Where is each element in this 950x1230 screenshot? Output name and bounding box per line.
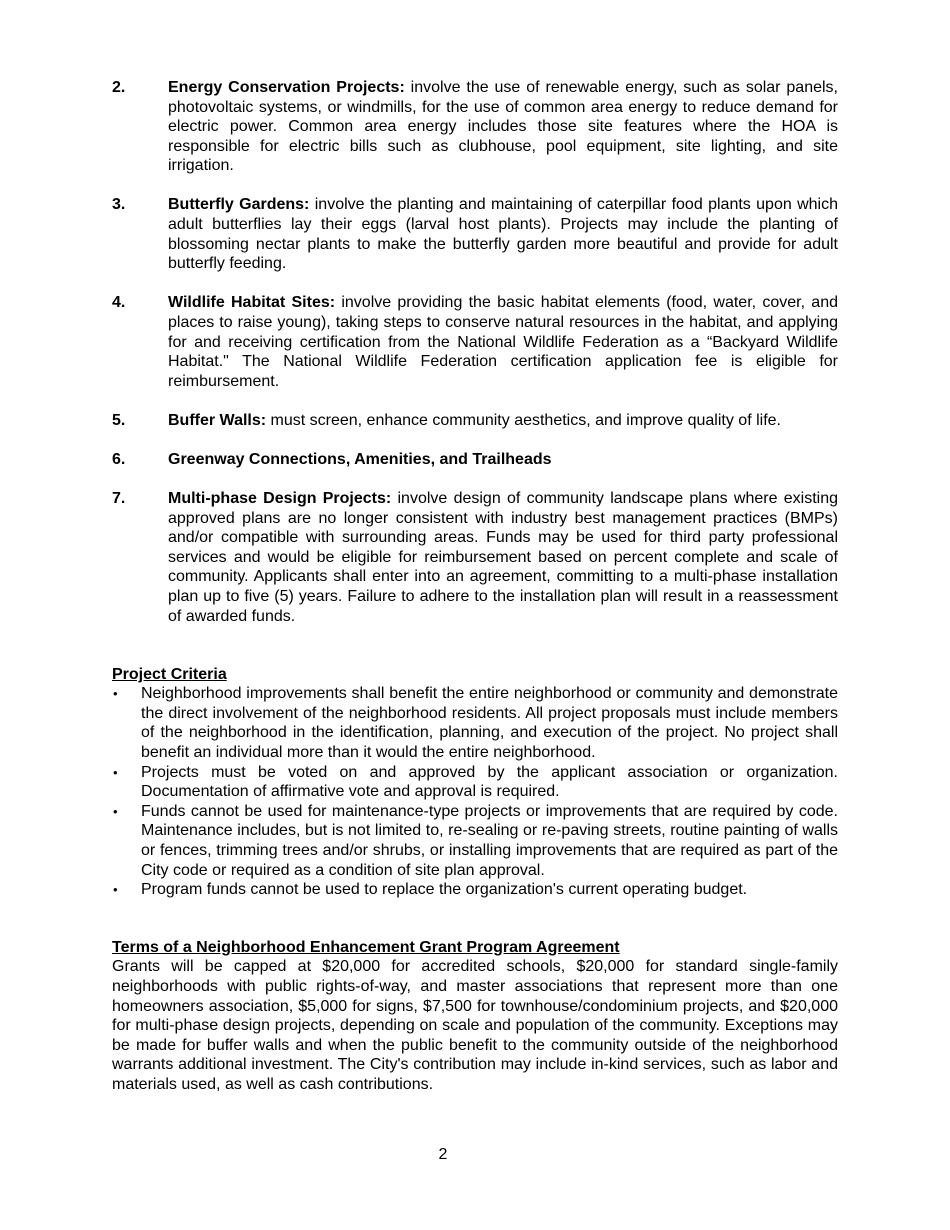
item-text: involve the planting and maintaining of caterpillar food plants upon which adult butterflies lay their eggs (larval host plants). Projects may include the planting of blossoming nectar plants to make the butterfly garden more beautiful and provide for adult butterfly feeding. [168, 196, 838, 273]
item-number: 5. [112, 411, 126, 429]
terms-heading: Terms of a Neighborhood Enhancement Grant Program Agreement [112, 938, 620, 956]
list-item-butterfly-gardens [112, 195, 838, 273]
item-text: involve the use of renewable energy, such as solar panels, photovoltaic systems, or windmills, for the use of common area energy to reduce demand for electric power. Common area energy includes those site features where the HOA is responsible for electric bills such as clubhouse, pool equipment, site lighting, and site irrigation. [168, 79, 838, 175]
item-title: Greenway Connections, Amenities, and Trailheads [168, 450, 552, 468]
bullet-icon: • [113, 882, 118, 898]
page-number: 2 [438, 1146, 448, 1163]
item-number: 3. [112, 196, 126, 214]
document-page [112, 78, 838, 1095]
list-item-buffer-walls [112, 411, 838, 431]
list-item: • Projects must be voted on and approved by the applicant association or organization. Documentation of affirmative vote and approval is required. [113, 763, 838, 801]
bullet-icon: • [113, 764, 118, 780]
list-item-energy-conservation [112, 78, 838, 176]
bullet-icon: • [113, 803, 118, 819]
item-title: Energy Conservation Projects: [168, 79, 405, 96]
terms-paragraph: Grants will be capped at $20,000 for accredited schools, $20,000 for standard single-family neighborhoods with public rights-of-way, and master associations that represent more than one homeowners association, $5,000 for signs, $7,500 for townhouse/condominium projects, and $20,000 for multi-phase design projects, depending on scale and population of the community. Exceptions may be made for buffer walls and when the public benefit to the community outside of the neighborhood warrants additional investment. The City's contribution may include in-kind services, such as labor and materials used, as well as cash contributions. [112, 958, 838, 1093]
bullet-icon: • [113, 686, 118, 702]
item-title: Multi-phase Design Projects: [168, 490, 392, 507]
list-item: • Program funds cannot be used to replace the organization's current operating budget. [113, 881, 748, 899]
item-text: involve providing the basic habitat elements (food, water, cover, and places to raise young), taking steps to conserve natural resources in the habitat, and applying for and receiving certification from the National Wildlife Federation as a “Backyard Wildlife Habitat." The National Wildlife Federation certification application fee is eligible for reimbursement. [168, 294, 838, 390]
list-item: • Neighborhood improvements shall benefit the entire neighborhood or community and demonstrate the direct involvement of the neighborhood residents. All project proposals must include members of the neighborhood in the identification, planning, and execution of the project. No project shall benefit an individual more than it would the entire neighborhood. [113, 685, 838, 762]
project-criteria-heading: Project Criteria [112, 665, 227, 683]
criteria-list [112, 684, 838, 900]
list-item-wildlife-habitat [112, 293, 838, 391]
item-title: Butterfly Gardens: [168, 196, 310, 214]
item-number: 7. [112, 490, 126, 507]
list-item-greenway [112, 450, 838, 470]
item-number: 6. [112, 450, 126, 468]
item-text: must screen, enhance community aesthetics, and improve quality of life. [266, 411, 781, 429]
item-number: 2. [112, 79, 126, 96]
item-text: involve design of community landscape plans where existing approved plans are no longer consistent with industry best management practices (BMPs) and/or compatible with surrounding areas. Funds may be used for third party professional services and would be eligible for reimbursement based on percent complete and scale of community. Applicants shall enter into an agreement, committing to a multi-phase installation plan up to five (5) years. Failure to adhere to the installation plan will result in a reassessment of awarded funds. [168, 490, 839, 625]
list-item-multi-phase [112, 489, 838, 626]
list-item: • Funds cannot be used for maintenance-type projects or improvements that are required by code. Maintenance includes, but is not limited to, re-sealing or re-paving streets, routine painting of walls or fences, trimming trees and/or shrubs, or installing improvements that are required as part of the City code or required as a condition of site plan approval. [113, 802, 838, 879]
item-title: Buffer Walls: [168, 411, 267, 429]
item-title: Wildlife Habitat Sites: [168, 294, 336, 312]
item-number: 4. [112, 294, 126, 312]
